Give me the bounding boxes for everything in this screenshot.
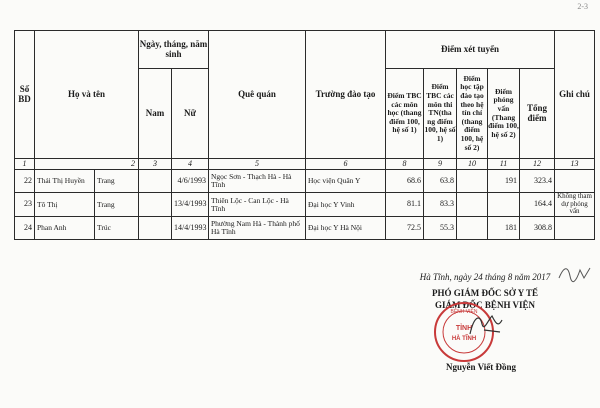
signature-title-2: GIÁM ĐỐC BỆNH VIỆN (434, 300, 536, 310)
header-truong-dao-tao: Trường đào tạo (306, 31, 386, 159)
cell-nam (139, 170, 172, 193)
column-number: 2 (35, 159, 139, 170)
cell-diem-hoc-tap (457, 170, 488, 193)
signature-date: Hà Tĩnh, ngày 24 tháng 8 năm 2017 (419, 272, 551, 282)
cell-nu: 14/4/1993 (172, 217, 209, 240)
cell-ho: Phan Anh (35, 217, 95, 240)
cell-tong-diem: 164.4 (520, 193, 555, 217)
header-diem-xet-tuyen: Điểm xét tuyển (386, 31, 555, 69)
column-number: 9 (424, 159, 457, 170)
header-tong-diem: Tổng điểm (520, 69, 555, 159)
cell-diem-mon-hoc: 72.5 (386, 217, 424, 240)
cell-truong: Đại học Y Hà Nội (306, 217, 386, 240)
column-number: 6 (306, 159, 386, 170)
column-number: 11 (488, 159, 520, 170)
column-number-row (15, 159, 595, 170)
cell-ghi-chu (555, 217, 595, 240)
stamp-center-line-2: HÀ TĨNH (451, 336, 477, 342)
cell-so-bd: 22 (15, 170, 35, 193)
column-number: 3 (139, 159, 172, 170)
column-number: 8 (386, 159, 424, 170)
cell-diem-mon-thi: 63.8 (424, 170, 457, 193)
page-corner-mark: 2-3 (577, 2, 588, 11)
handwritten-signature-icon (440, 310, 510, 340)
cell-ho: Thái Thị Huyền (35, 170, 95, 193)
cell-nam (139, 193, 172, 217)
header-que-quan: Quê quán (209, 31, 306, 159)
column-number: 4 (172, 159, 209, 170)
cell-diem-mon-hoc: 68.6 (386, 170, 424, 193)
cell-que-quan: Ngọc Sơn - Thạch Hà - Hà Tĩnh (209, 170, 306, 193)
table-row (15, 193, 595, 217)
cell-ten: Trúc (95, 217, 139, 240)
cell-ghi-chu: Không tham dự phỏng vấn (555, 193, 595, 217)
column-number: 12 (520, 159, 555, 170)
column-number: 13 (555, 159, 595, 170)
results-table (14, 30, 595, 240)
header-ngay-sinh: Ngày, tháng, năm sinh (139, 31, 209, 69)
cell-tong-diem: 308.8 (520, 217, 555, 240)
cell-diem-phong-van (488, 193, 520, 217)
cell-ten: Trang (95, 170, 139, 193)
cell-diem-mon-hoc: 81.1 (386, 193, 424, 217)
cell-diem-mon-thi: 83.3 (424, 193, 457, 217)
header-diem-tbc-mon-hoc: Điểm TBC các môn học (thang điểm 100, hệ số 1) (386, 69, 424, 159)
cell-que-quan: Thiên Lộc - Can Lộc - Hà Tĩnh (209, 193, 306, 217)
column-number: 5 (209, 159, 306, 170)
cell-ghi-chu (555, 170, 595, 193)
header-ho-va-ten: Họ và tên (35, 31, 139, 159)
header-diem-hoc-tap: Điểm học tập đào tạo theo hệ tín chỉ (thang điểm 100, hệ số 2) (457, 69, 488, 159)
cell-que-quan: Phường Nam Hà - Thành phố Hà Tĩnh (209, 217, 306, 240)
cell-ho: Tô Thị (35, 193, 95, 217)
table-row (15, 170, 595, 193)
cell-nam (139, 217, 172, 240)
cell-diem-phong-van: 191 (488, 170, 520, 193)
cell-diem-hoc-tap (457, 217, 488, 240)
cell-diem-mon-thi: 55.3 (424, 217, 457, 240)
cell-nu: 13/4/1993 (172, 193, 209, 217)
cell-diem-phong-van: 181 (488, 217, 520, 240)
cell-tong-diem: 323.4 (520, 170, 555, 193)
cell-nu: 4/6/1993 (172, 170, 209, 193)
column-number: 1 (15, 159, 35, 170)
cell-ten: Trang (95, 193, 139, 217)
header-so-bd: Số BD (15, 31, 35, 159)
cell-truong: Học viện Quân Y (306, 170, 386, 193)
header-diem-phong-van: Điểm phỏng vấn (Thang điểm 100, hệ số 2) (488, 69, 520, 159)
column-number: 10 (457, 159, 488, 170)
cell-so-bd: 23 (15, 193, 35, 217)
header-diem-tbc-mon-thi: Điểm TBC các môn thi TN(tha ng điểm 100, hệ số 1) (424, 69, 457, 159)
cell-diem-hoc-tap (457, 193, 488, 217)
header-nu: Nữ (172, 69, 209, 159)
signer-name: Nguyễn Viết Đồng (446, 362, 517, 372)
cell-truong: Đại học Y Vinh (306, 193, 386, 217)
header-ghi-chu: Ghi chú (555, 31, 595, 159)
cell-so-bd: 24 (15, 217, 35, 240)
signature-title-1: PHÓ GIÁM ĐỐC SỞ Y TẾ (432, 288, 538, 298)
table-row (15, 217, 595, 240)
header-nam: Nam (139, 69, 172, 159)
initials-scribble-icon (556, 262, 596, 284)
stamp-center-line-1: TỈNH (455, 325, 473, 332)
stamp-top-text: BỆNH VIỆN (450, 309, 478, 315)
